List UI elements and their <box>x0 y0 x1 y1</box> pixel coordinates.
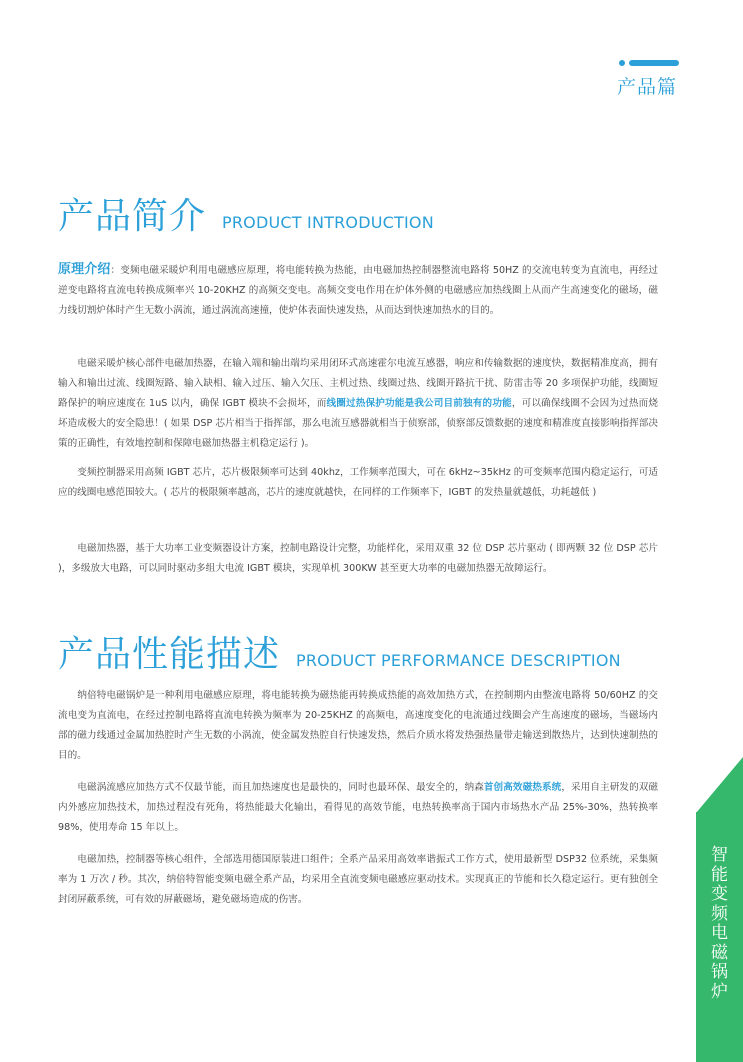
side-tab-char: 能 <box>711 864 728 885</box>
performance-title-en: PRODUCT PERFORMANCE DESCRIPTION <box>296 651 621 670</box>
core-parts-paragraph <box>58 850 658 910</box>
eddy-current-paragraph <box>58 778 658 838</box>
principle-lead: 原理介绍 <box>58 262 111 277</box>
performance-title-zh: 产品性能描述 <box>58 634 281 675</box>
header-deco-bar <box>629 60 679 66</box>
core-component-text-a: 电磁采暖炉核心部件电磁加热器，在输入端和输出端均采用闭环式高速霍尔电流互感器，响应和传输数据的速度快，数据精准度高，拥有输入和输出过流、线圈短路、输入缺相、输入过压、输入欠压、主机过热、线圈过热、线圈开路抗干扰、防雷击等 20 多项保护功能，线圈短路保护的响应速度在 1uS 以内，确保 IGBT 模块不会损坏，而 <box>58 358 658 409</box>
side-tab-label <box>696 846 743 1002</box>
side-tab-char: 电 <box>711 923 728 943</box>
heater-text: 电磁加热器，基于大功率工业变频器设计方案，控制电路设计完整，功能样化，采用双重 32 位 DSP 芯片驱动 ( 即两颗 32 位 DSP 芯片 )，多级放大电路，可以同时驱动多组大电流 IGBT 模块，实现单机 300KW 甚至更大功率的电磁加热器无故障运行。 <box>58 543 659 574</box>
principle-paragraph <box>58 260 658 321</box>
performance-heading <box>58 626 621 677</box>
boiler-paragraph <box>58 686 658 766</box>
intro-title-zh: 产品简介 <box>58 196 207 237</box>
side-tab-corner <box>696 757 743 813</box>
header-deco-dot <box>619 60 625 66</box>
core-component-paragraph <box>58 354 658 454</box>
intro-heading <box>58 188 434 239</box>
side-tab-char: 磁 <box>711 942 728 963</box>
igbt-text: 变频控制器采用高频 IGBT 芯片，芯片极限频率可达到 40khz，工作频率范围大，可在 6kHz~35kHz 的可变频率范围内稳定运行，可适应的线圈电感范围较大。( 芯片的极限频率越高，芯片的速度就越快，在同样的工作频率下，IGBT 的发热量就越低，功耗越低 ) <box>58 467 659 498</box>
eddy-current-highlight: 首创高效磁热系统 <box>483 782 562 793</box>
side-tab-char: 智 <box>711 845 728 865</box>
side-tab-char: 锅 <box>711 962 728 982</box>
eddy-current-text-b: ，采用自主研发的双磁内外感应加热技术，加热过程没有死角，将热能最大化输出，看得见的高效节能，电热转换率高于国内市场热水产品 25%-30%，热转换率 98%，使用寿命 15 年以上。 <box>58 782 659 833</box>
heater-paragraph <box>58 539 658 579</box>
boiler-text: 纳倍特电磁锅炉是一种利用电磁感应原理，将电能转换为磁热能再转换成热能的高效加热方式，在控制期内由整流电路将 50/60HZ 的交流电变为直流电，在经过控制电路将直流电转换为频率为 20-25KHZ 的高频电，高速度变化的电流通过线圈会产生高速度的磁场，当磁场内部的磁力线通过金属加热腔时产生无数的小涡流，使金属发热腔自行快速发热，然后介质水将发热强热量带走输送到散热片，达到快速制热的目的。 <box>58 690 658 761</box>
core-parts-text: 电磁加热，控制器等核心组件，全部选用德国原装进口组件；全系产品采用高效率谐振式工作方式，使用最新型 DSP32 位系统，采集频率为 1 万次 / 秒。其次，纳倍特智能变频电磁全系产品，均采用全直流变频电磁感应驱动技术。实现真正的节能和长久稳定运行。更有独创全封闭屏蔽系统，可有效的屏蔽磁场，避免磁场造成的伤害。 <box>58 854 658 905</box>
section-tag: 产品篇 <box>617 76 678 98</box>
principle-text: ：变频电磁采暖炉利用电磁感应原理，将电能转换为热能，由电磁加热控制器整流电路将 50HZ 的交流电转变为直流电，再经过逆变电路将直流电转换成频率兴 10-20KHZ 的高频交变电。高频交变电作用在炉体外侧的电磁感应加热线圈上从而产生高速变化的磁场，磁力线切割炉体时产生无数小涡流，通过涡流高速撞，使炉体表面快速发热，从而达到快速加热水的目的。 <box>58 265 658 316</box>
igbt-paragraph <box>58 463 658 503</box>
eddy-current-text-a: 电磁涡流感应加热方式不仅最节能，而且加热速度也是最快的，同时也最环保、最安全的，纳森 <box>77 782 484 793</box>
side-tab-char: 炉 <box>711 981 728 1002</box>
side-tab-char: 变 <box>711 884 728 904</box>
core-component-text-b: ，可以确保线圈不会因为过热而烧坏造成极大的安全隐患！( 如果 DSP 芯片相当于指挥部，那么电流互感器就相当于侦察部，侦察部反馈数据的速度和精准度直接影响指挥部决策的正确性，有效地控制和保障电磁加热器主机稳定运行 )。 <box>58 398 659 449</box>
side-tab-char: 频 <box>711 903 728 924</box>
intro-title-en: PRODUCT INTRODUCTION <box>222 213 434 232</box>
core-component-highlight: 线圈过热保护功能是我公司目前独有的功能 <box>326 398 512 409</box>
